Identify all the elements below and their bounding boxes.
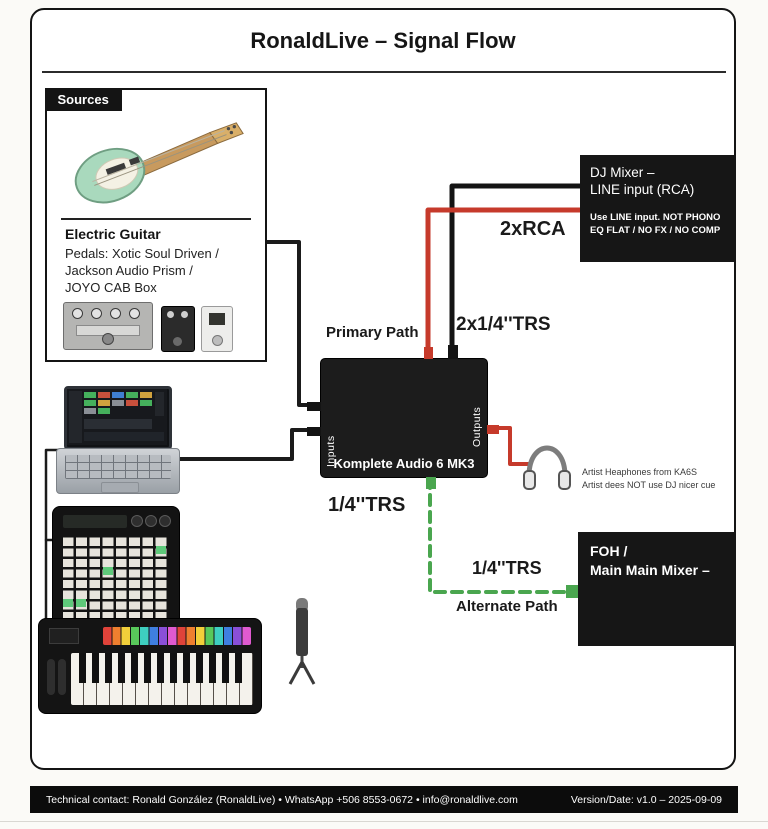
pedal-list-line: Pedals: Xotic Soul Driven /	[65, 246, 219, 261]
footer-bar	[30, 786, 738, 813]
audio-interface-box	[320, 358, 488, 478]
laptop-trackpad	[101, 482, 139, 493]
headphones-note	[582, 466, 715, 492]
outputs-label: Outputs	[471, 406, 483, 447]
foh-mixer-box	[578, 532, 736, 646]
rca-cable-label: 2xRCA	[500, 218, 566, 240]
midi-keyboard-icon	[38, 618, 262, 714]
lit-pad	[63, 599, 73, 607]
audio-interface-name: Komplete Audio 6 MK3	[333, 456, 475, 471]
title-divider	[42, 71, 726, 73]
sources-panel	[45, 88, 267, 362]
dj-mixer-box	[580, 155, 736, 262]
pedal-knob	[181, 311, 188, 318]
pedal-footswitch	[173, 337, 182, 346]
lit-pad	[156, 546, 166, 554]
microphone-icon	[284, 596, 320, 688]
trs-foh-cable-label: 1/4''TRS	[472, 558, 542, 578]
pedalboard-illustration	[63, 300, 253, 352]
laptop-daw-icon	[56, 386, 180, 506]
dj-mixer-title-line2: LINE input (RCA)	[590, 182, 695, 197]
controller-knob	[131, 515, 143, 527]
daw-session-view	[67, 389, 167, 445]
pedal-footswitch	[102, 333, 114, 345]
headphones-note-line2: Artist dees NOT use DJ nicer cue	[582, 480, 716, 490]
footer-contact: Technical contact: Ronald González (RonaldLive) • WhatsApp +506 8553-0672 • info@ronaldlive.com	[46, 793, 518, 806]
controller-pad-grid	[63, 535, 169, 620]
lit-pad	[76, 599, 86, 607]
lit-pad	[103, 567, 113, 575]
footer-version: Version/Date: v1.0 – 2025-09-09	[570, 793, 722, 806]
laptop-base	[56, 448, 180, 494]
headphone-output-connector	[487, 425, 499, 434]
controller-knob	[145, 515, 157, 527]
inputs-label: Inputs	[325, 435, 337, 467]
pedal-light-icon	[201, 306, 233, 352]
pedal-footswitch	[212, 335, 223, 346]
laptop-screen	[64, 386, 172, 450]
keyboard-color-pads	[103, 627, 251, 645]
pedal-knob	[129, 308, 140, 319]
controller-display	[63, 515, 127, 528]
pedal-knob	[72, 308, 83, 319]
dj-mixer-note-line1: Use LINE input. NOT PHONO	[590, 212, 721, 223]
trs-alt-cable-label: 1/4''TRS	[328, 494, 406, 516]
pedal-screen	[209, 313, 225, 325]
alternate-path-label: Alternate Path	[456, 598, 558, 615]
pedal-knob	[110, 308, 121, 319]
instrument-title: Electric Guitar	[65, 226, 161, 242]
foh-title-line1: FOH /	[590, 543, 628, 559]
input-connector-2	[307, 427, 321, 436]
dj-mixer-title-line1: DJ Mixer –	[590, 165, 655, 180]
pad-controller-icon	[52, 506, 180, 630]
sources-divider	[61, 218, 251, 220]
keyboard-black-keys	[79, 653, 247, 683]
pedal-dark-icon	[161, 306, 195, 352]
primary-path-label: Primary Path	[326, 324, 419, 341]
foh-title-line2: Main Main Mixer –	[590, 562, 710, 578]
pitch-wheel	[47, 659, 55, 695]
pedal-list-line: Jackson Audio Prism /	[65, 263, 193, 278]
input-connector-1	[307, 402, 321, 411]
headphones-icon	[520, 440, 574, 498]
sources-label: Sources	[45, 88, 122, 111]
trs-output-connector	[448, 345, 458, 359]
controller-knob	[159, 515, 171, 527]
alternate-output-connector	[426, 477, 436, 489]
rca-output-connector	[424, 347, 433, 359]
electric-guitar-icon	[63, 108, 249, 212]
pedal-large-icon	[63, 302, 153, 350]
pedal-list-line: JOYO CAB Box	[65, 280, 157, 295]
keyboard-display	[49, 628, 79, 644]
headphones-note-line1: Artist Heaphones from KA6S	[582, 467, 698, 477]
mod-wheel	[58, 659, 66, 695]
trs-pair-cable-label: 2x1/4''TRS	[456, 314, 551, 335]
pedal-knob	[91, 308, 102, 319]
dj-mixer-note-line2: EQ FLAT / NO FX / NO COMP	[590, 225, 721, 236]
bottom-rule	[0, 821, 768, 822]
page-title: RonaldLive – Signal Flow	[250, 28, 516, 53]
laptop-keyboard	[65, 455, 171, 479]
pedal-knob	[167, 311, 174, 318]
